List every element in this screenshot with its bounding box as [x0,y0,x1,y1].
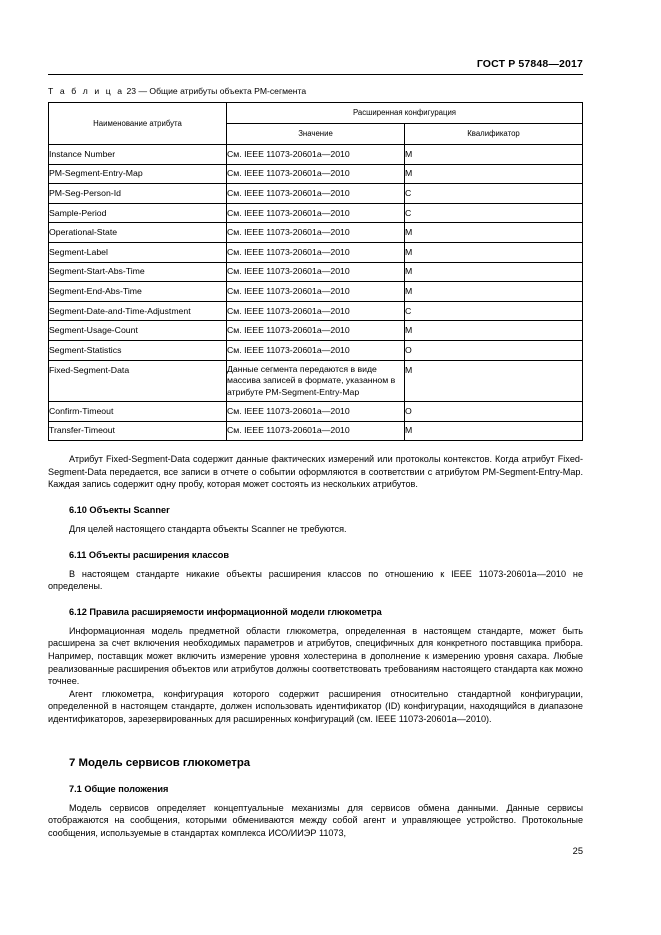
page-content [48,86,583,839]
table-row [49,242,583,262]
table-caption-title: Общие атрибуты объекта PM-сегмента [149,86,307,96]
table-row [49,421,583,441]
cell-qualifier: O [405,340,583,360]
cell-qualifier: M [405,360,583,402]
cell-qualifier: M [405,421,583,441]
table-row [49,164,583,184]
cell-qualifier: M [405,145,583,165]
paragraph-6-10: Для целей настоящего стандарта объекты Scanner не требуются. [69,524,347,534]
cell-value: См. IEEE 11073-20601a—2010 [227,301,405,321]
table-header-row-1 [49,103,583,124]
column-header-attribute-name: Наименование атрибута [49,103,227,145]
cell-qualifier: C [405,203,583,223]
table-row [49,145,583,165]
cell-qualifier: M [405,262,583,282]
column-header-value: Значение [227,124,405,145]
standard-reference: ГОСТ Р 57848—2017 [476,58,583,70]
cell-attribute-name: Confirm-Timeout [49,402,227,422]
table-head [49,103,583,145]
table-row [49,360,583,402]
cell-value: См. IEEE 11073-20601a—2010 [227,340,405,360]
heading-7-1: 7.1 Общие положения [69,783,169,794]
table-row [49,301,583,321]
heading-7: 7 Модель сервисов глюкометра [69,756,251,769]
table-caption-number: 23 [126,86,137,96]
cell-value: См. IEEE 11073-20601a—2010 [227,145,405,165]
cell-value: См. IEEE 11073-20601a—2010 [227,242,405,262]
cell-value: См. IEEE 11073-20601a—2010 [227,203,405,223]
cell-attribute-name: Sample-Period [49,203,227,223]
cell-qualifier: C [405,184,583,204]
table-body [49,145,583,441]
heading-6-12: 6.12 Правила расширяемости информационной модели глюкометра [69,606,382,617]
paragraph-7-1: Модель сервисов определяет концептуальные механизмы для сервисов обмена данными. Данные сервисы отображаются на сообщения, которыми обмениваются между собой агент и управляющее устройство. Протокольные сообщения, используемые в стандартах комплекса ИСО/ИИЭР 11073, [48,802,583,838]
paragraph-6-11: В настоящем стандарте никакие объекты расширения классов по отношению к IEEE 11073-20601a—2010 не определены. [48,568,583,592]
header-rule [48,74,583,75]
cell-value: См. IEEE 11073-20601a—2010 [227,282,405,302]
cell-qualifier: C [405,301,583,321]
table-caption [48,86,583,97]
cell-value: См. IEEE 11073-20601a—2010 [227,164,405,184]
table-caption-dash: — [138,86,148,96]
cell-attribute-name: PM-Seg-Person-Id [49,184,227,204]
cell-attribute-name: Segment-Usage-Count [49,321,227,341]
cell-value: См. IEEE 11073-20601a—2010 [227,321,405,341]
heading-6-11: 6.11 Объекты расширения классов [69,549,230,560]
heading-6-10: 6.10 Объекты Scanner [69,505,170,515]
cell-value: См. IEEE 11073-20601a—2010 [227,184,405,204]
cell-qualifier: M [405,282,583,302]
cell-attribute-name: PM-Segment-Entry-Map [49,164,227,184]
cell-qualifier: M [405,321,583,341]
cell-attribute-name: Segment-Date-and-Time-Adjustment [49,301,227,321]
cell-value: См. IEEE 11073-20601a—2010 [227,262,405,282]
cell-value: См. IEEE 11073-20601a—2010 [227,402,405,422]
cell-qualifier: O [405,402,583,422]
cell-attribute-name: Fixed-Segment-Data [49,360,227,402]
cell-attribute-name: Instance Number [49,145,227,165]
table-caption-label: Т а б л и ц а [48,86,125,96]
cell-attribute-name: Transfer-Timeout [49,421,227,441]
table-row [49,321,583,341]
cell-qualifier: M [405,223,583,243]
table-row [49,262,583,282]
cell-value: Данные сегмента передаются в виде массива записей в формате, указанном в атрибуте PM-Segment-Entry-Map [227,360,405,402]
table-row [49,282,583,302]
table-row [49,203,583,223]
paragraph-6-12-a: Информационная модель предметной области глюкометра, определенная в настоящем стандарте, может быть расширена за счет включения необходимых параметров и атрибутов, специфичных для конкретного поставщика прибора. Например, поставщик может включить измерение уровня холестерина в дополнение к измерению уровня сахара. Любые реализованные расширения объектов или атрибутов должны соответствовать требованиям настоящего стандарта как можно точнее. [48,625,583,687]
table-row [49,402,583,422]
table-row [49,340,583,360]
column-header-extended-configuration: Расширенная конфигурация [227,103,583,124]
cell-qualifier: M [405,242,583,262]
cell-attribute-name: Segment-Statistics [49,340,227,360]
running-header [48,58,583,75]
pm-segment-attributes-table [48,102,583,441]
cell-attribute-name: Segment-Label [49,242,227,262]
cell-value: См. IEEE 11073-20601a—2010 [227,421,405,441]
table-row [49,223,583,243]
column-header-qualifier: Квалификатор [405,124,583,145]
cell-attribute-name: Segment-Start-Abs-Time [49,262,227,282]
cell-qualifier: M [405,164,583,184]
paragraph-fixed-segment-data: Атрибут Fixed-Segment-Data содержит данные фактических измерений или протоколы контекстов. Когда атрибут Fixed-Segment-Data передается, все записи в отчете о событии оформляются в соответствии с атрибутом PM-Segment-Entry-Map. Каждая запись содержит одну пробу, которая может состоять из нескольких атрибутов. [48,454,583,490]
cell-value: См. IEEE 11073-20601a—2010 [227,223,405,243]
table-row [49,184,583,204]
paragraph-6-12-b: Агент глюкометра, конфигурация которого содержит расширения относительно стандартной конфигурации, определенной в настоящем стандарте, должен использовать идентификатор (ID) конфигурации, находящийся в диапазоне идентификаторов, зарезервированных для расширенных конфигураций (см. IEEE 11073-20601a—2010). [48,688,583,724]
cell-attribute-name: Segment-End-Abs-Time [49,282,227,302]
page-number: 25 [572,846,583,856]
cell-attribute-name: Operational-State [49,223,227,243]
